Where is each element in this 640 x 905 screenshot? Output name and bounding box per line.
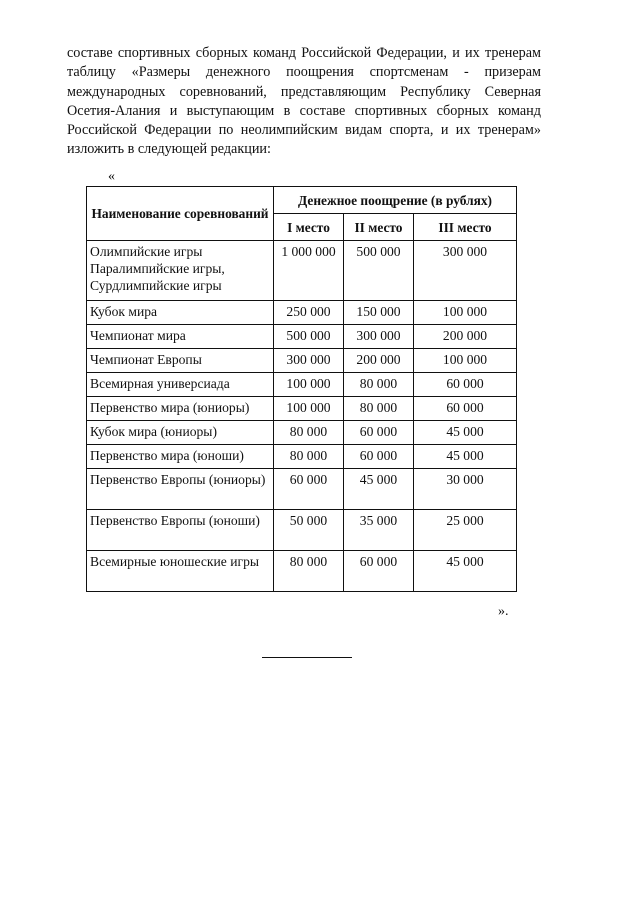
table-row: [87, 445, 517, 469]
third-place-amount: 300 000: [414, 241, 517, 301]
table-row: [87, 551, 517, 592]
table-row: [87, 397, 517, 421]
competition-name: Чемпионат Европы: [87, 349, 274, 373]
table-row: [87, 325, 517, 349]
first-place-amount: 80 000: [274, 421, 344, 445]
header-first-place: I место: [274, 214, 344, 241]
competition-name: Первенство мира (юноши): [87, 445, 274, 469]
second-place-amount: 80 000: [344, 397, 414, 421]
header-competition-name: Наименование соревнований: [87, 187, 274, 241]
first-place-amount: 80 000: [274, 551, 344, 592]
header-money-reward: Денежное поощрение (в рублях): [274, 187, 517, 214]
second-place-amount: 45 000: [344, 469, 414, 510]
closing-quote-mark: ».: [498, 604, 509, 619]
second-place-amount: 60 000: [344, 551, 414, 592]
second-place-amount: 60 000: [344, 445, 414, 469]
third-place-amount: 45 000: [414, 421, 517, 445]
competition-name: Олимпийские игры Паралимпийские игры, Сурдлимпийские игры: [87, 241, 274, 301]
competition-name: Первенство Европы (юноши): [87, 510, 274, 551]
competition-name: Всемирная универсиада: [87, 373, 274, 397]
header-second-place: II место: [344, 214, 414, 241]
competition-name: Первенство Европы (юниоры): [87, 469, 274, 510]
header-third-place: III место: [414, 214, 517, 241]
table-row: [87, 469, 517, 510]
second-place-amount: 35 000: [344, 510, 414, 551]
second-place-amount: 80 000: [344, 373, 414, 397]
competition-name: Всемирные юношеские игры: [87, 551, 274, 592]
table-row: [87, 301, 517, 325]
first-place-amount: 80 000: [274, 445, 344, 469]
table-row: [87, 241, 517, 301]
first-place-amount: 500 000: [274, 325, 344, 349]
competition-name: Первенство мира (юниоры): [87, 397, 274, 421]
first-place-amount: 50 000: [274, 510, 344, 551]
competition-name: Чемпионат мира: [87, 325, 274, 349]
third-place-amount: 60 000: [414, 397, 517, 421]
second-place-amount: 200 000: [344, 349, 414, 373]
competition-name: Кубок мира (юниоры): [87, 421, 274, 445]
first-place-amount: 300 000: [274, 349, 344, 373]
second-place-amount: 150 000: [344, 301, 414, 325]
first-place-amount: 60 000: [274, 469, 344, 510]
end-separator-line: [262, 657, 352, 658]
first-place-amount: 1 000 000: [274, 241, 344, 301]
table-row: [87, 510, 517, 551]
second-place-amount: 60 000: [344, 421, 414, 445]
third-place-amount: 30 000: [414, 469, 517, 510]
second-place-amount: 500 000: [344, 241, 414, 301]
opening-quote-mark: «: [108, 169, 115, 184]
third-place-amount: 100 000: [414, 301, 517, 325]
second-place-amount: 300 000: [344, 325, 414, 349]
prize-money-table: [86, 186, 517, 592]
third-place-amount: 100 000: [414, 349, 517, 373]
table-row: [87, 421, 517, 445]
table-row: [87, 349, 517, 373]
first-place-amount: 250 000: [274, 301, 344, 325]
third-place-amount: 45 000: [414, 551, 517, 592]
intro-paragraph: составе спортивных сборных команд Российской Федерации, и их тренерам таблицу «Размеры денежного поощрения спортсменам - призерам международных соревнований, представляющим Республику Северная Осетия-Алания и выступающим в составе спортивных сборных команд Российской Федерации по неолимпийским видам спорта, и их тренерам» изложить в следующей редакции:: [67, 45, 541, 158]
first-place-amount: 100 000: [274, 397, 344, 421]
first-place-amount: 100 000: [274, 373, 344, 397]
table-row: [87, 373, 517, 397]
third-place-amount: 60 000: [414, 373, 517, 397]
third-place-amount: 25 000: [414, 510, 517, 551]
third-place-amount: 45 000: [414, 445, 517, 469]
competition-name: Кубок мира: [87, 301, 274, 325]
third-place-amount: 200 000: [414, 325, 517, 349]
